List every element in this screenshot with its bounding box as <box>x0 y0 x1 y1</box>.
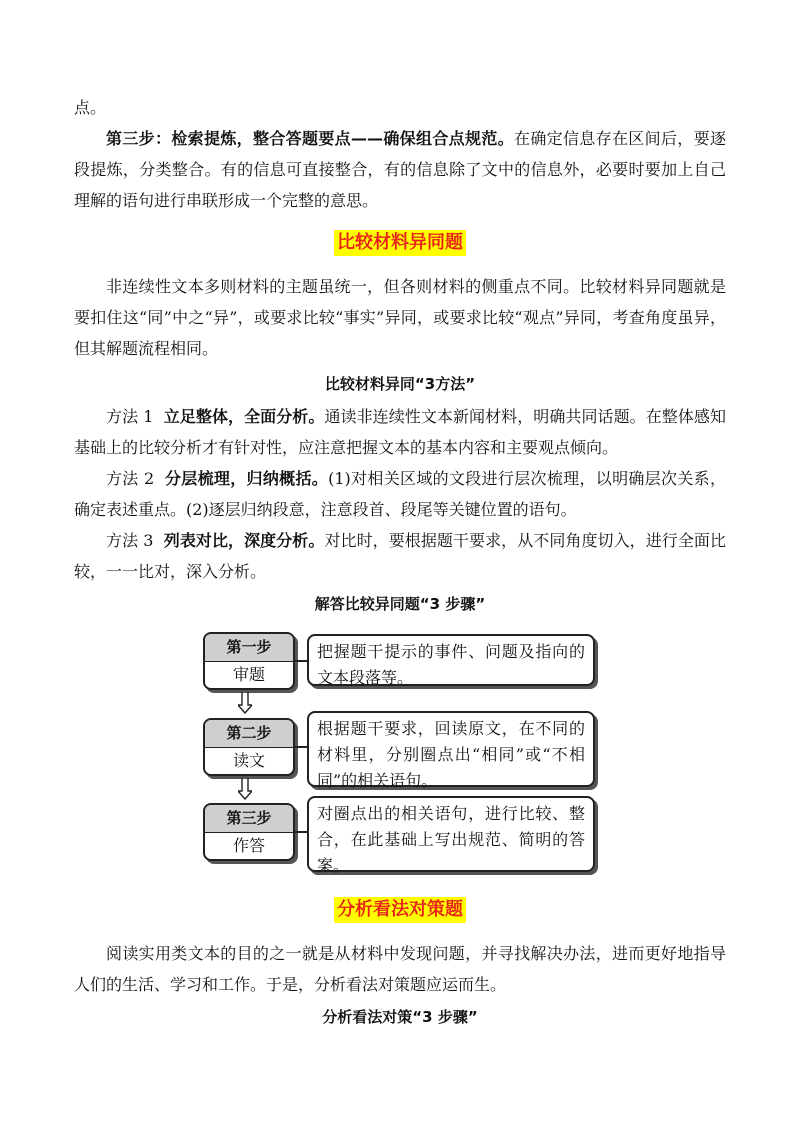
method-1-bold: 立足整体，全面分析。 <box>163 407 325 426</box>
text-fragment <box>74 92 726 123</box>
compare-intro-text: 非连续性文本多则材料的主题虽统一，但各则材料的侧重点不同。比较材料异同题就是要扣住这“同”中之“异”，或要求比较“事实”异同，或要求比较“观点”异同，考查角度虽异，但其解题流程相同。 <box>74 277 726 358</box>
section-heading-compare: 比较材料异同题 <box>334 230 466 256</box>
opinion-steps-title: 分析看法对策“3 步骤” <box>322 1008 478 1026</box>
method-2-text: (1)对相关区域的文段进行层次梳理，以明确层次关系，确定表述重点。(2)逐层归纳段意，注意段首、段尾等关键位置的语句。 <box>74 469 726 519</box>
step-3-body: 作答 <box>232 836 265 855</box>
section-heading-wrap-2 <box>0 897 800 923</box>
down-arrow-icon <box>238 778 252 800</box>
method-2-paragraph <box>74 463 726 525</box>
step-1-body: 审题 <box>232 665 265 684</box>
method-3-text: 对比时，要根据题干要求，从不同角度切入，进行全面比较，一一比对，深入分析。 <box>74 531 726 581</box>
step-2-box <box>203 718 295 776</box>
down-arrow-icon <box>238 692 252 714</box>
section-heading-opinion: 分析看法对策题 <box>334 897 466 923</box>
method-3-paragraph <box>74 525 726 587</box>
method-1-text: 通读非连续性文本新闻材料，明确共同话题。在整体感知基础上的比较分析才有针对性，应注意把握文本的基本内容和主要观点倾向。 <box>74 407 726 457</box>
step3-bold-lead: 第三步：检索提炼，整合答题要点——确保组合点规范。 <box>106 129 514 148</box>
step-1-box <box>203 632 295 690</box>
method-3-bold: 列表对比，深度分析。 <box>163 531 325 550</box>
method-3-label: 方法 3 <box>106 531 154 550</box>
step3-paragraph <box>74 123 726 216</box>
step3-text: 在确定信息存在区间后，要逐段提炼，分类整合。有的信息可直接整合，有的信息除了文中的信息外，必要时要加上自己理解的语句进行串联形成一个完整的意思。 <box>74 129 726 210</box>
step-1-head: 第一步 <box>205 634 293 662</box>
step-1-connector <box>293 660 307 662</box>
opinion-intro-paragraph <box>74 938 726 1000</box>
step-3-head: 第三步 <box>205 805 293 833</box>
step-2-description: 根据题干要求，回读原文，在不同的材料里，分别圈点出“相同”或“不相同”的相关语句。 <box>307 711 595 787</box>
step-2-head: 第二步 <box>205 720 293 748</box>
method-1-label: 方法 1 <box>106 407 154 426</box>
step-2-connector <box>293 746 307 748</box>
method-2-bold: 分层梳理，归纳概括。 <box>165 469 329 488</box>
methods-title: 比较材料异同“3方法” <box>324 375 476 393</box>
step-3-description: 对圈点出的相关语句，进行比较、整合，在此基础上写出规范、简明的答案。 <box>307 796 595 872</box>
step-3-box <box>203 803 295 861</box>
step-3-connector <box>293 831 307 833</box>
opinion-intro-text: 阅读实用类文本的目的之一就是从材料中发现问题，并寻找解决办法，进而更好地指导人们的生活、学习和工作。于是，分析看法对策题应运而生。 <box>74 944 726 994</box>
step-1-description: 把握题干提示的事件、问题及指向的文本段落等。 <box>307 634 595 686</box>
step-2-body: 读文 <box>232 751 265 770</box>
fragment-text: 点。 <box>74 98 107 117</box>
method-2-label: 方法 2 <box>106 469 155 488</box>
method-1-paragraph <box>74 401 726 463</box>
section-heading-wrap <box>0 230 800 256</box>
compare-intro-paragraph <box>74 271 726 364</box>
steps-title: 解答比较异同题“3 步骤” <box>314 595 486 613</box>
